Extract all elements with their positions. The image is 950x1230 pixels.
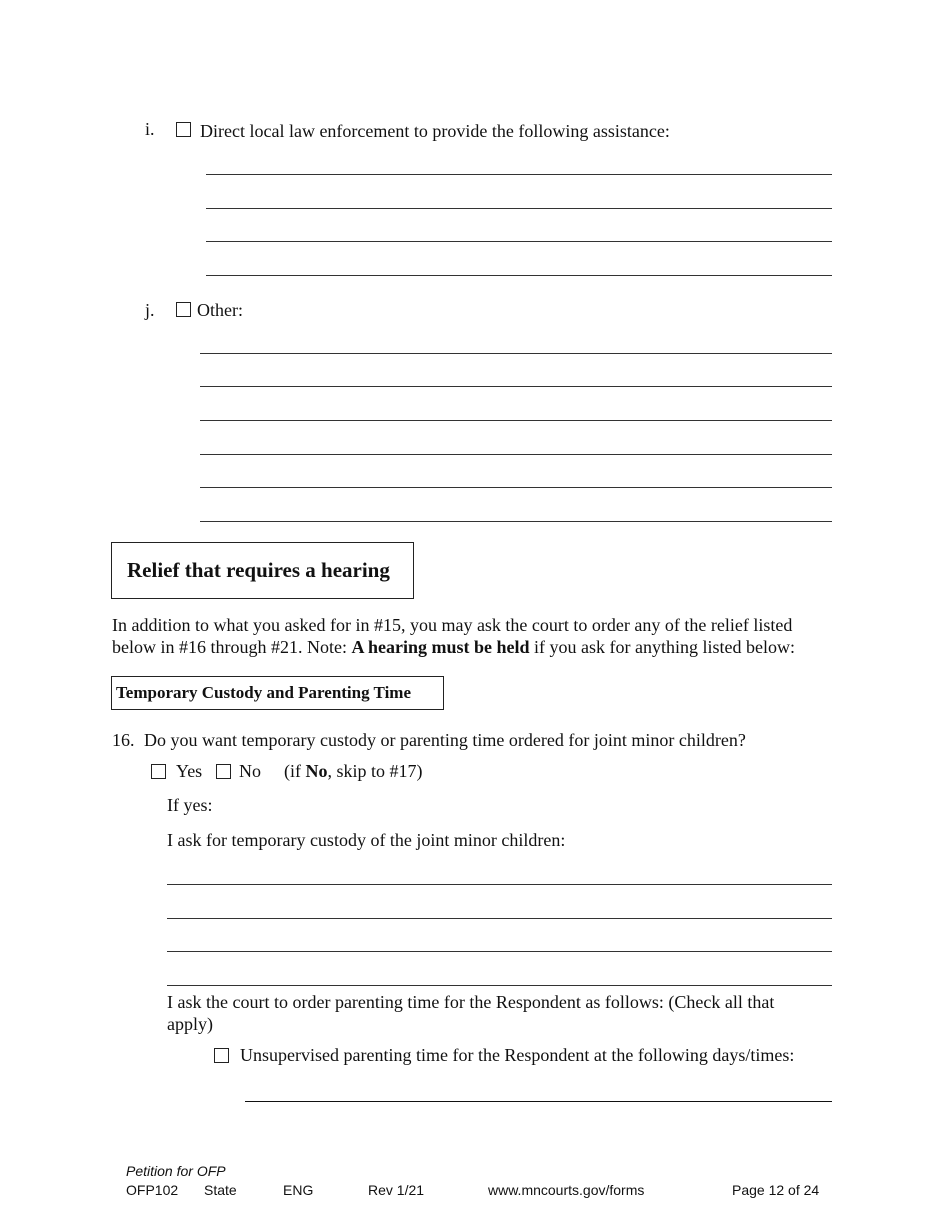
footer-form-title: Petition for OFP <box>126 1163 226 1179</box>
item-j-answer-line-3[interactable] <box>200 420 832 421</box>
item-i-checkbox[interactable] <box>176 122 191 137</box>
footer-page-number: Page 12 of 24 <box>732 1182 820 1198</box>
q16-skip-bold: No <box>305 761 328 781</box>
intro-line-1: In addition to what you asked for in #15, you may ask the court to order any of the relief listed <box>112 615 793 635</box>
footer-form-code: OFP102 <box>126 1182 179 1198</box>
item-j-marker: j. <box>145 300 155 320</box>
intro-line-2-prefix: below in #16 through #21. Note: <box>112 637 347 657</box>
q16-number: 16. <box>112 730 135 750</box>
unsupervised-answer-line[interactable] <box>245 1101 832 1102</box>
q16-no-label: No <box>239 761 261 781</box>
item-j-label: Other: <box>197 300 243 320</box>
item-i-answer-line-3[interactable] <box>206 241 832 242</box>
subsection-heading-box <box>111 676 444 710</box>
subsection-heading: Temporary Custody and Parenting Time <box>116 683 412 702</box>
q16-yes-checkbox[interactable] <box>151 764 166 779</box>
unsupervised-checkbox[interactable] <box>214 1048 229 1063</box>
item-j-answer-line-2[interactable] <box>200 386 832 387</box>
q16-if-yes: If yes: <box>167 795 213 815</box>
item-j-answer-line-5[interactable] <box>200 487 832 488</box>
q16-parenting-prompt-line-1: I ask the court to order parenting time for the Respondent as follows: (Check all that <box>167 992 775 1012</box>
q16-custody-prompt: I ask for temporary custody of the joint minor children: <box>167 830 566 850</box>
q16-parenting-prompt-line-2: apply) <box>167 1014 213 1034</box>
footer-language: ENG <box>283 1182 314 1198</box>
item-j-answer-line-4[interactable] <box>200 454 832 455</box>
item-j-answer-line-6[interactable] <box>200 521 832 522</box>
q16-skip-prefix: (if <box>284 761 301 781</box>
item-i-answer-line-2[interactable] <box>206 208 832 209</box>
q16-question: Do you want temporary custody or parenting time ordered for joint minor children? <box>144 730 746 750</box>
section-heading: Relief that requires a hearing <box>127 558 390 582</box>
footer-revision: Rev 1/21 <box>368 1182 425 1198</box>
item-i-label: Direct local law enforcement to provide the following assistance: <box>200 121 670 141</box>
intro-line-2-bold: A hearing must be held <box>351 637 530 657</box>
custody-answer-line-2[interactable] <box>167 918 832 919</box>
q16-yes-label: Yes <box>176 761 203 781</box>
q16-skip-suffix: , skip to #17) <box>327 761 423 781</box>
item-i-marker: i. <box>145 119 155 139</box>
item-i-answer-line-4[interactable] <box>206 275 832 276</box>
unsupervised-label: Unsupervised parenting time for the Respondent at the following days/times: <box>240 1045 795 1065</box>
item-j-answer-line-1[interactable] <box>200 353 832 354</box>
item-j-checkbox[interactable] <box>176 302 191 317</box>
q16-skip-note <box>284 760 423 782</box>
item-i-answer-line-1[interactable] <box>206 174 832 175</box>
section-heading-box <box>111 542 414 599</box>
footer-website[interactable]: www.mncourts.gov/forms <box>488 1182 645 1198</box>
footer-jurisdiction: State <box>204 1182 237 1198</box>
custody-answer-line-3[interactable] <box>167 951 832 952</box>
intro-line-2 <box>112 636 795 658</box>
custody-answer-line-4[interactable] <box>167 985 832 986</box>
custody-answer-line-1[interactable] <box>167 884 832 885</box>
q16-no-checkbox[interactable] <box>216 764 231 779</box>
intro-line-2-suffix: if you ask for anything listed below: <box>534 637 795 657</box>
